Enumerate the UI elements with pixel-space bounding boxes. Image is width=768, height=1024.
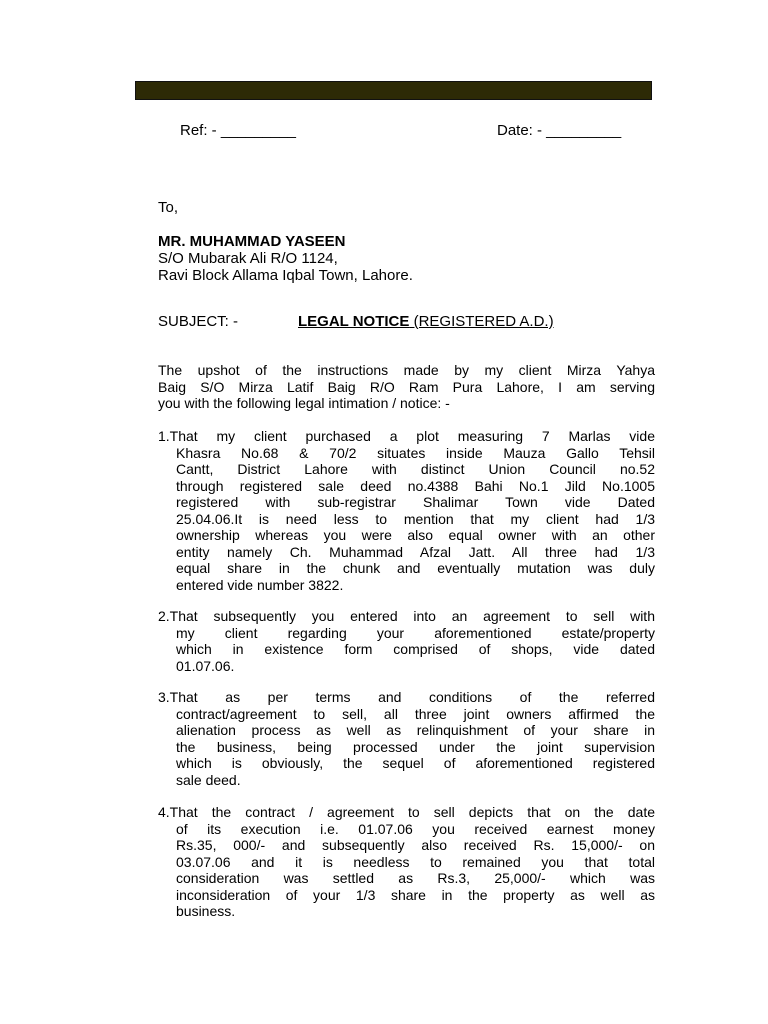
text-line: my client regarding your aforementioned estate/property <box>176 624 655 641</box>
numbered-paragraph <box>158 428 655 593</box>
subject-label: SUBJECT: - <box>158 313 239 330</box>
text-line: 2.That subsequently you entered into an agreement to sell with <box>158 608 655 624</box>
ref-label: Ref: - _________ <box>180 122 296 139</box>
date-label: Date: - _________ <box>497 122 622 139</box>
header-bar <box>135 81 652 100</box>
to-line: To, <box>158 199 179 216</box>
recipient-address-line: Ravi Block Allama Iqbal Town, Lahore. <box>158 267 413 284</box>
text-line: sale deed. <box>176 771 241 788</box>
text-line: inconsideration of your 1/3 share in the property as well as <box>176 886 655 903</box>
text-line: entered vide number 3822. <box>176 576 344 593</box>
text-line: Rs.35, 000/- and subsequently also received Rs. 15,000/- on <box>176 837 655 853</box>
numbered-paragraph <box>158 804 655 920</box>
text-line: Cantt, District Lahore with distinct Union Council no.52 <box>176 461 655 477</box>
text-line: 01.07.06. <box>176 657 235 674</box>
text-line: registered with sub-registrar Shalimar Town vide Dated <box>176 494 655 510</box>
text-line: of its execution i.e. 01.07.06 you received earnest money <box>176 820 655 837</box>
text-line: entity namely Ch. Muhammad Afzal Jatt. All three had 1/3 <box>176 543 655 560</box>
text-line: consideration was settled as Rs.3, 25,000/- which was <box>176 870 655 886</box>
text-line: Baig S/O Mirza Latif Baig R/O Ram Pura Lahore, I am serving <box>158 378 655 395</box>
numbered-paragraph <box>158 608 655 674</box>
intro-paragraph <box>158 362 655 412</box>
text-line: 1.That my client purchased a plot measuring 7 Marlas vide <box>158 428 655 444</box>
text-line: business. <box>176 903 236 919</box>
text-line: 25.04.06.It is need less to mention that my client had 1/3 <box>176 510 655 527</box>
text-line: alienation process as well as relinquishment of your share in <box>176 722 655 738</box>
text-line: 4.That the contract / agreement to sell depicts that on the date <box>158 804 655 820</box>
text-line: Khasra No.68 & 70/2 situates inside Mauza Gallo Tehsil <box>176 444 655 461</box>
text-line: equal share in the chunk and eventually mutation was duly <box>176 560 655 576</box>
text-line: contract/agreement to sell, all three joint owners affirmed the <box>176 705 655 722</box>
recipient-name: MR. MUHAMMAD YASEEN <box>158 233 346 250</box>
subject-note: (REGISTERED A.D.) <box>409 313 554 330</box>
recipient-address-line: S/O Mubarak Ali R/O 1124, <box>158 250 338 267</box>
text-line: which is obviously, the sequel of aforementioned registered <box>176 755 655 771</box>
text-line: 3.That as per terms and conditions of the referred <box>158 689 655 705</box>
numbered-paragraph <box>158 689 655 788</box>
text-line: ownership whereas you were also equal owner with an other <box>176 527 655 543</box>
text-line: the business, being processed under the joint supervision <box>176 738 655 755</box>
text-line: 03.07.06 and it is needless to remained you that total <box>176 853 655 870</box>
subject-title: LEGAL NOTICE <box>298 313 410 330</box>
addressee <box>158 233 655 284</box>
text-line: The upshot of the instructions made by my client Mirza Yahya <box>158 362 655 378</box>
text-line: which in existence form comprised of shops, vide dated <box>176 641 655 657</box>
text-line: through registered sale deed no.4388 Bahi No.1 Jild No.1005 <box>176 477 655 494</box>
text-line: you with the following legal intimation / notice: - <box>158 395 450 411</box>
